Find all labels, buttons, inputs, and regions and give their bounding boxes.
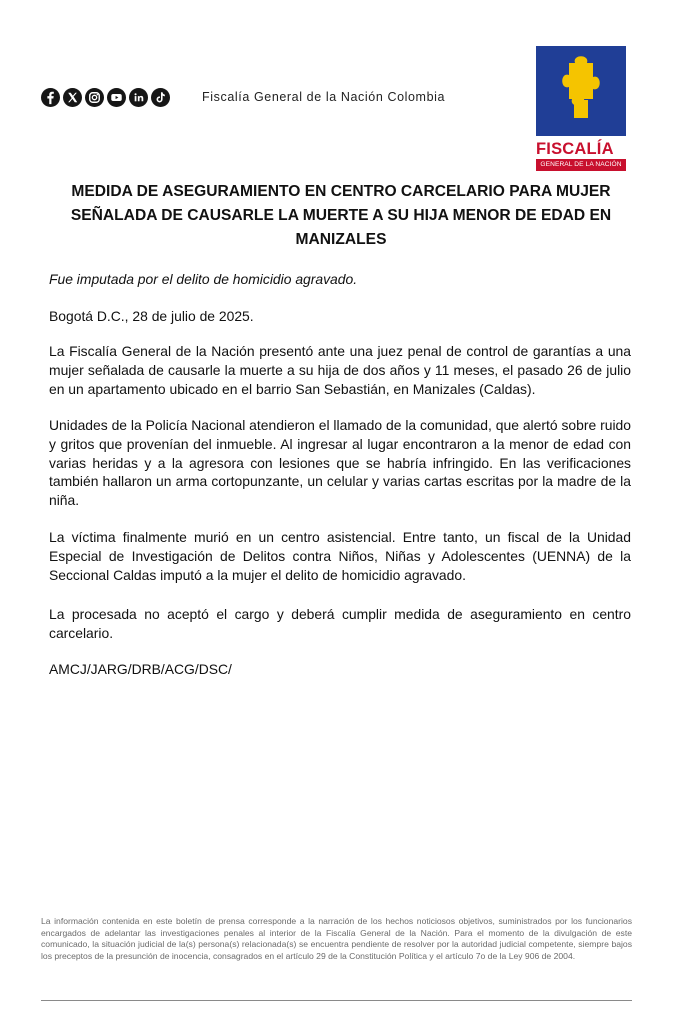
paragraph-2: Unidades de la Policía Nacional atendieron el llamado de la comunidad, que alertó sobre ruido y gritos que provenían del inmueble. Al ingresar al lugar encontraron a la menor de edad con varias heridas y a la agresora con lesiones que se habría infringido. En las verificaciones también hallaron un arma cortopunzante, un celular y varias cartas escritas por la madre de la niña. bbox=[49, 417, 631, 509]
paragraph-4: La procesada no aceptó el cargo y deberá cumplir medida de aseguramiento en centro carcelario. bbox=[49, 606, 631, 641]
x-icon[interactable] bbox=[63, 88, 82, 107]
press-release-title: MEDIDA DE ASEGURAMIENTO EN CENTRO CARCELARIO PARA MUJER SEÑALADA DE CAUSARLE LA MUERTE A SU HIJA MENOR DE EDAD EN MANIZALES bbox=[70, 183, 612, 248]
facebook-icon[interactable] bbox=[41, 88, 60, 107]
author-initials: AMCJ/JARG/DRB/ACG/DSC/ bbox=[49, 661, 232, 677]
tiktok-icon[interactable] bbox=[151, 88, 170, 107]
organization-name: Fiscalía General de la Nación Colombia bbox=[202, 90, 446, 104]
linkedin-icon[interactable] bbox=[129, 88, 148, 107]
lead-subtitle: Fue imputada por el delito de homicidio agravado. bbox=[49, 271, 358, 287]
logo-puzzle-mark bbox=[536, 46, 626, 136]
social-links bbox=[41, 88, 170, 107]
logo-subtitle: GENERAL DE LA NACIÓN bbox=[536, 159, 626, 171]
paragraph-1: La Fiscalía General de la Nación presentó ante una juez penal de control de garantías a una mujer señalada de causarle la muerte a su hija de dos años y 11 meses, el pasado 26 de julio en un apartamento ubicado en el barrio San Sebastián, en Manizales (Caldas). bbox=[49, 343, 631, 397]
legal-disclaimer: La información contenida en este boletín de prensa corresponde a la narración de los hechos noticiosos objetivos, suministrados por los funcionarios encargados de adelantar las investigaciones penales al interior de la Fiscalía General de la Nación. Para el momento de la divulgación de este comunicado, la situación judicial de la(s) persona(s) relacionada(s) se encuentra pendiente de resolver por la autoridad judicial competente, siempre bajos los preceptos de la presunción de inocencia, consagrados en el artículo 29 de la Constitución Política y el artículo 7o de la Ley 906 de 2004. bbox=[41, 916, 632, 961]
footer-divider bbox=[41, 1000, 632, 1001]
dateline: Bogotá D.C., 28 de julio de 2025. bbox=[49, 308, 254, 324]
youtube-icon[interactable] bbox=[107, 88, 126, 107]
instagram-icon[interactable] bbox=[85, 88, 104, 107]
fiscalia-logo bbox=[536, 46, 626, 170]
logo-wordmark: FISCALÍA bbox=[536, 140, 614, 158]
paragraph-3: La víctima finalmente murió en un centro asistencial. Entre tanto, un fiscal de la Unidad Especial de Investigación de Delitos contra Niños, Niñas y Adolescentes (UENNA) de la Seccional Caldas imputó a la mujer el delito de homicidio agravado. bbox=[49, 529, 631, 583]
